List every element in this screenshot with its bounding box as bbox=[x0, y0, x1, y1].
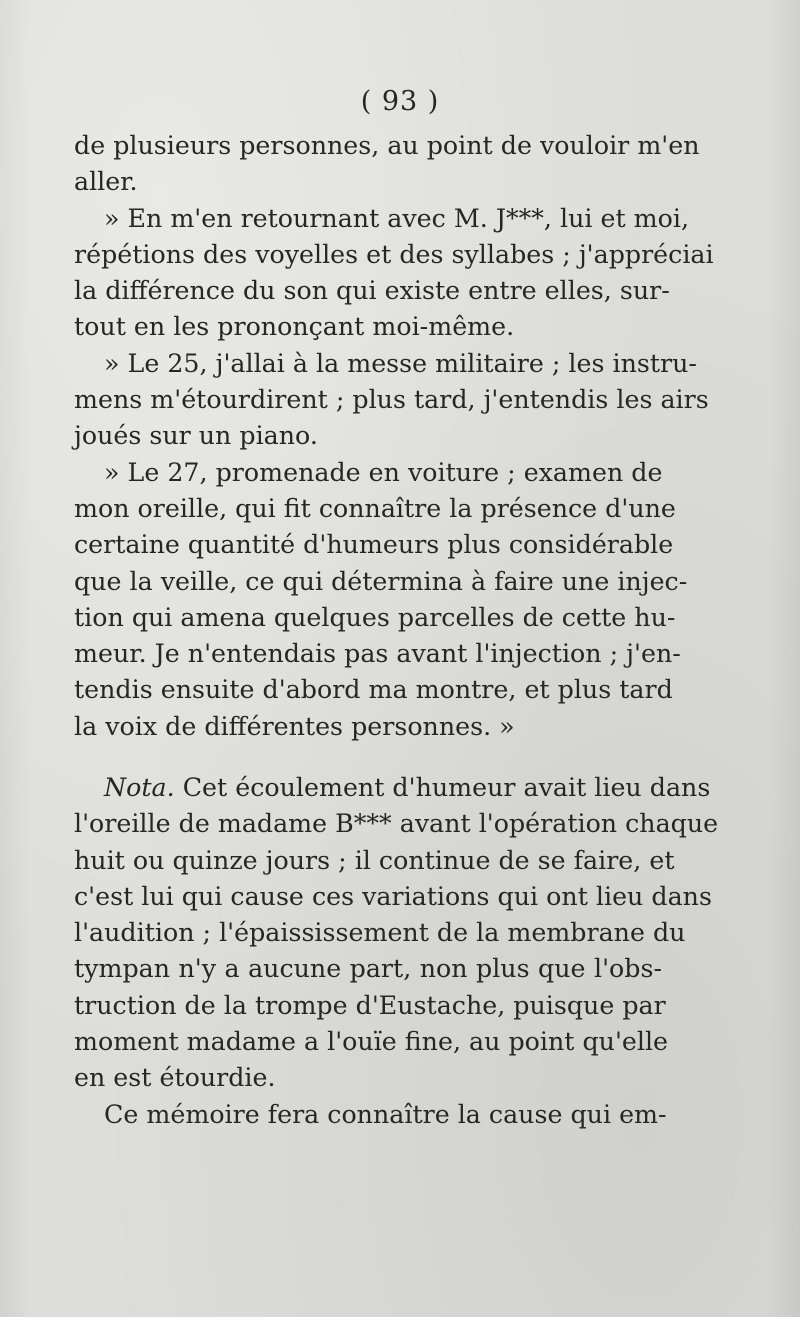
text-line: Ce mémoire fera connaître la cause qui em- bbox=[104, 1099, 667, 1129]
text-line: l'oreille de madame B*** avant l'opération chaque bbox=[74, 809, 719, 839]
text-line: aller. bbox=[74, 167, 138, 197]
text-line: » Le 25, j'allai à la messe militaire ; les instru- bbox=[104, 348, 697, 378]
text-line: mens m'étourdirent ; plus tard, j'entendis les airs bbox=[74, 385, 709, 415]
nota-text: Cet écoulement d'humeur avait lieu dans bbox=[182, 773, 711, 802]
text-line: en est étourdie. bbox=[74, 1063, 276, 1093]
text-line: truction de la trompe d'Eustache, puisque par bbox=[74, 990, 666, 1020]
nota-label: Nota. bbox=[104, 773, 175, 802]
text-line: de plusieurs personnes, au point de vouloir m'en bbox=[74, 131, 700, 160]
text-line: répétions des voyelles et des syllabes ; j'appréciai bbox=[74, 239, 714, 269]
text-line bbox=[74, 770, 711, 806]
text-line: l'audition ; l'épaississement de la membrane du bbox=[74, 918, 686, 948]
text-line: moment madame a l'ouïe fine, au point qu'elle bbox=[74, 1027, 669, 1057]
text-line: mon oreille, qui fit connaître la présence d'une bbox=[74, 493, 676, 523]
text-line: tion qui amena quelques parcelles de cette hu- bbox=[74, 602, 676, 632]
text-line: » Le 27, promenade en voiture ; examen de bbox=[104, 457, 663, 487]
text-block-nota bbox=[74, 770, 719, 1133]
text-line: » En m'en retournant avec M. J***, lui et moi, bbox=[104, 203, 690, 233]
text-line: la différence du son qui existe entre elles, sur- bbox=[74, 276, 670, 306]
text-line: certaine quantité d'humeurs plus considérable bbox=[74, 530, 674, 560]
text-line: meur. Je n'entendais pas avant l'injection ; j'en- bbox=[74, 639, 681, 669]
page-number: ( 93 ) bbox=[360, 86, 440, 117]
text-line: huit ou quinze jours ; il continue de se faire, et bbox=[74, 845, 675, 875]
text-line: que la veille, ce qui détermina à faire une injec- bbox=[74, 566, 688, 596]
text-line: tympan n'y a aucune part, non plus que l'obs- bbox=[74, 954, 662, 984]
text-block-upper bbox=[74, 128, 714, 745]
text-line: tout en les prononçant moi-même. bbox=[74, 312, 515, 342]
text-line: la voix de différentes personnes. » bbox=[74, 711, 515, 741]
text-line: tendis ensuite d'abord ma montre, et plus tard bbox=[74, 675, 673, 705]
text-line: c'est lui qui cause ces variations qui ont lieu dans bbox=[74, 881, 712, 911]
text-line: joués sur un piano. bbox=[74, 421, 318, 451]
